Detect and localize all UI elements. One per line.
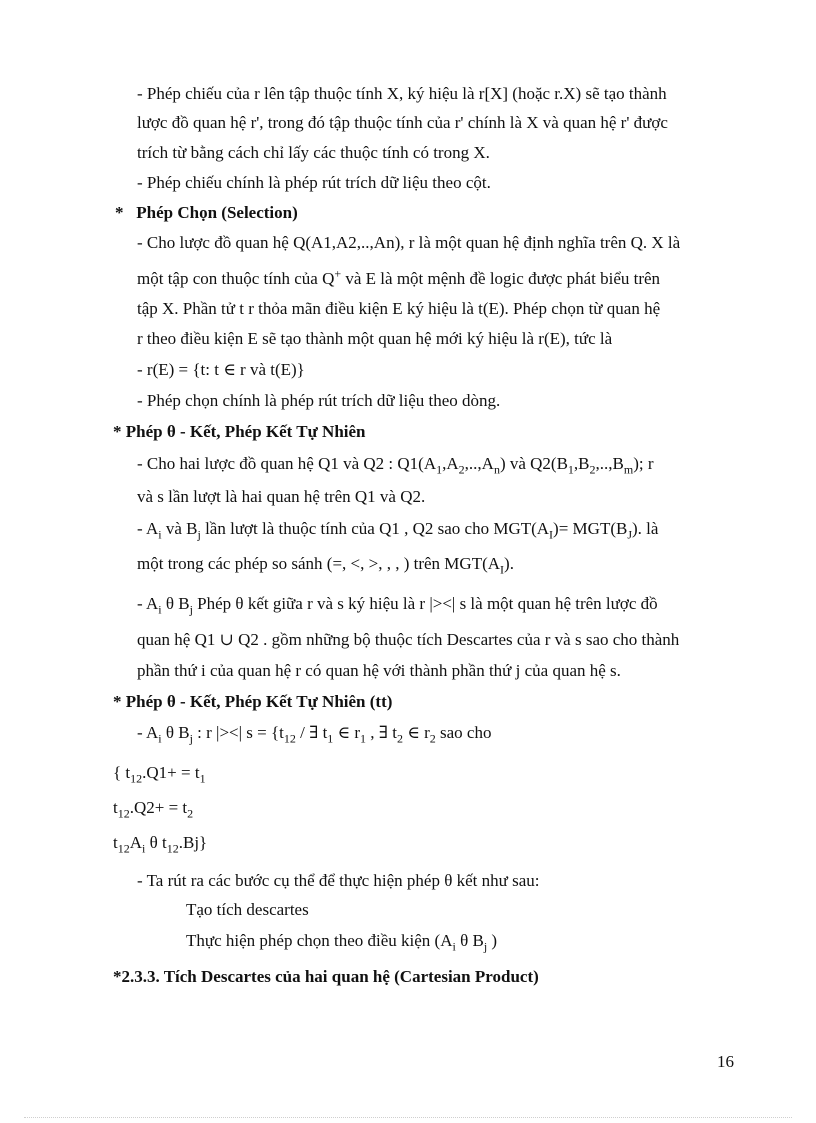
- text-line: tập X. Phần tử t r thỏa mãn điều kiện E ký hiệu là t(E). Phép chọn từ quan hệ: [137, 299, 661, 318]
- text-line: - Cho hai lược đồ quan hệ Q1 và Q2 : $Q1(A_1,A_2,..,A_n)$ và $Q2(B_1,B_2,..,B_m)$; r: [137, 454, 654, 477]
- formula-line: { $t_{12}.Q1+ = t_1$: [113, 763, 206, 786]
- text-line: r theo điều kiện E sẽ tạo thành một quan hệ mới ký hiệu là r(E), tức là: [137, 329, 613, 348]
- step-item: Thực hiện phép chọn theo điều kiện ($A_i$ θ $B_j$ ): [186, 931, 498, 954]
- section-heading-theta-join-cont: * Phép θ - Kết, Phép Kết Tự Nhiên (tt): [113, 692, 393, 711]
- text-line: - Phép chiếu của r lên tập thuộc tính X, ký hiệu là r[X] (hoặc r.X) sẽ tạo thành: [137, 84, 667, 103]
- section-heading-theta-join: * Phép θ - Kết, Phép Kết Tự Nhiên: [113, 422, 366, 441]
- formula-line: $t_{12}A_i$ θ $t_{12}.Bj$}: [113, 833, 208, 856]
- heading-paren: (Selection): [221, 203, 298, 222]
- text-line: - Cho lược đồ quan hệ Q(A1,A2,..,An), r là một quan hệ định nghĩa trên Q. X là: [137, 233, 681, 252]
- heading-title: Phép Chọn: [136, 203, 218, 222]
- formula-line: - $A_i$ θ $B_j$ : r |><| $s = \{t_{12}$ / ∃ $t_1$ ∈ $r_1$ , ∃ $t_2$ ∈ $r_2$ sao cho: [137, 723, 492, 746]
- step-item: Tạo tích descartes: [186, 900, 309, 919]
- text-line: - r(E) = {t: t ∈ r và t(E)}: [137, 360, 305, 379]
- text-line: quan hệ Q1 ∪ Q2 . gồm những bộ thuộc tích Descartes của r và s sao cho thành: [137, 630, 680, 649]
- text-line: một trong các phép so sánh (=, <, >, , , ) trên $MGT(A_I)$.: [137, 554, 514, 577]
- text-line: phần thứ i của quan hệ r có quan hệ với thành phần thứ j của quan hệ s.: [137, 661, 621, 680]
- section-heading-selection: [115, 202, 298, 224]
- section-heading-cartesian: *2.3.3. Tích Descartes của hai quan hệ (Cartesian Product): [113, 967, 539, 986]
- text-line: trích từ bằng cách chỉ lấy các thuộc tính có trong X.: [137, 143, 490, 162]
- heading-star: *: [115, 203, 124, 222]
- text-line: - $A_i$ θ $B_j$ Phép θ kết giữa r và s ký hiệu là r |><| s là một quan hệ trên lược đồ: [137, 594, 658, 617]
- text-line: - Phép chiếu chính là phép rút trích dữ liệu theo cột.: [137, 173, 491, 192]
- text-line: - Ta rút ra các bước cụ thể để thực hiện phép θ kết như sau:: [137, 871, 540, 890]
- text-line: - Phép chọn chính là phép rút trích dữ liệu theo dòng.: [137, 391, 501, 410]
- page-bottom-border: [24, 1117, 792, 1118]
- text-line: - $A_i$ và $B_j$ lần lượt là thuộc tính của Q1 , Q2 sao cho $MGT(A_I)= MGT(B_J)$. là: [137, 519, 659, 542]
- text-line: một tập con thuộc tính của Q+ và E là một mệnh đề logic được phát biểu trên: [137, 266, 661, 288]
- formula-line: $t_{12}.Q2+ = t_2$: [113, 798, 194, 821]
- page-number: 16: [717, 1052, 734, 1071]
- text-line: và s lần lượt là hai quan hệ trên Q1 và Q2.: [137, 487, 426, 506]
- text-line: lược đồ quan hệ r', trong đó tập thuộc tính của r' chính là X và quan hệ r' được: [137, 113, 668, 132]
